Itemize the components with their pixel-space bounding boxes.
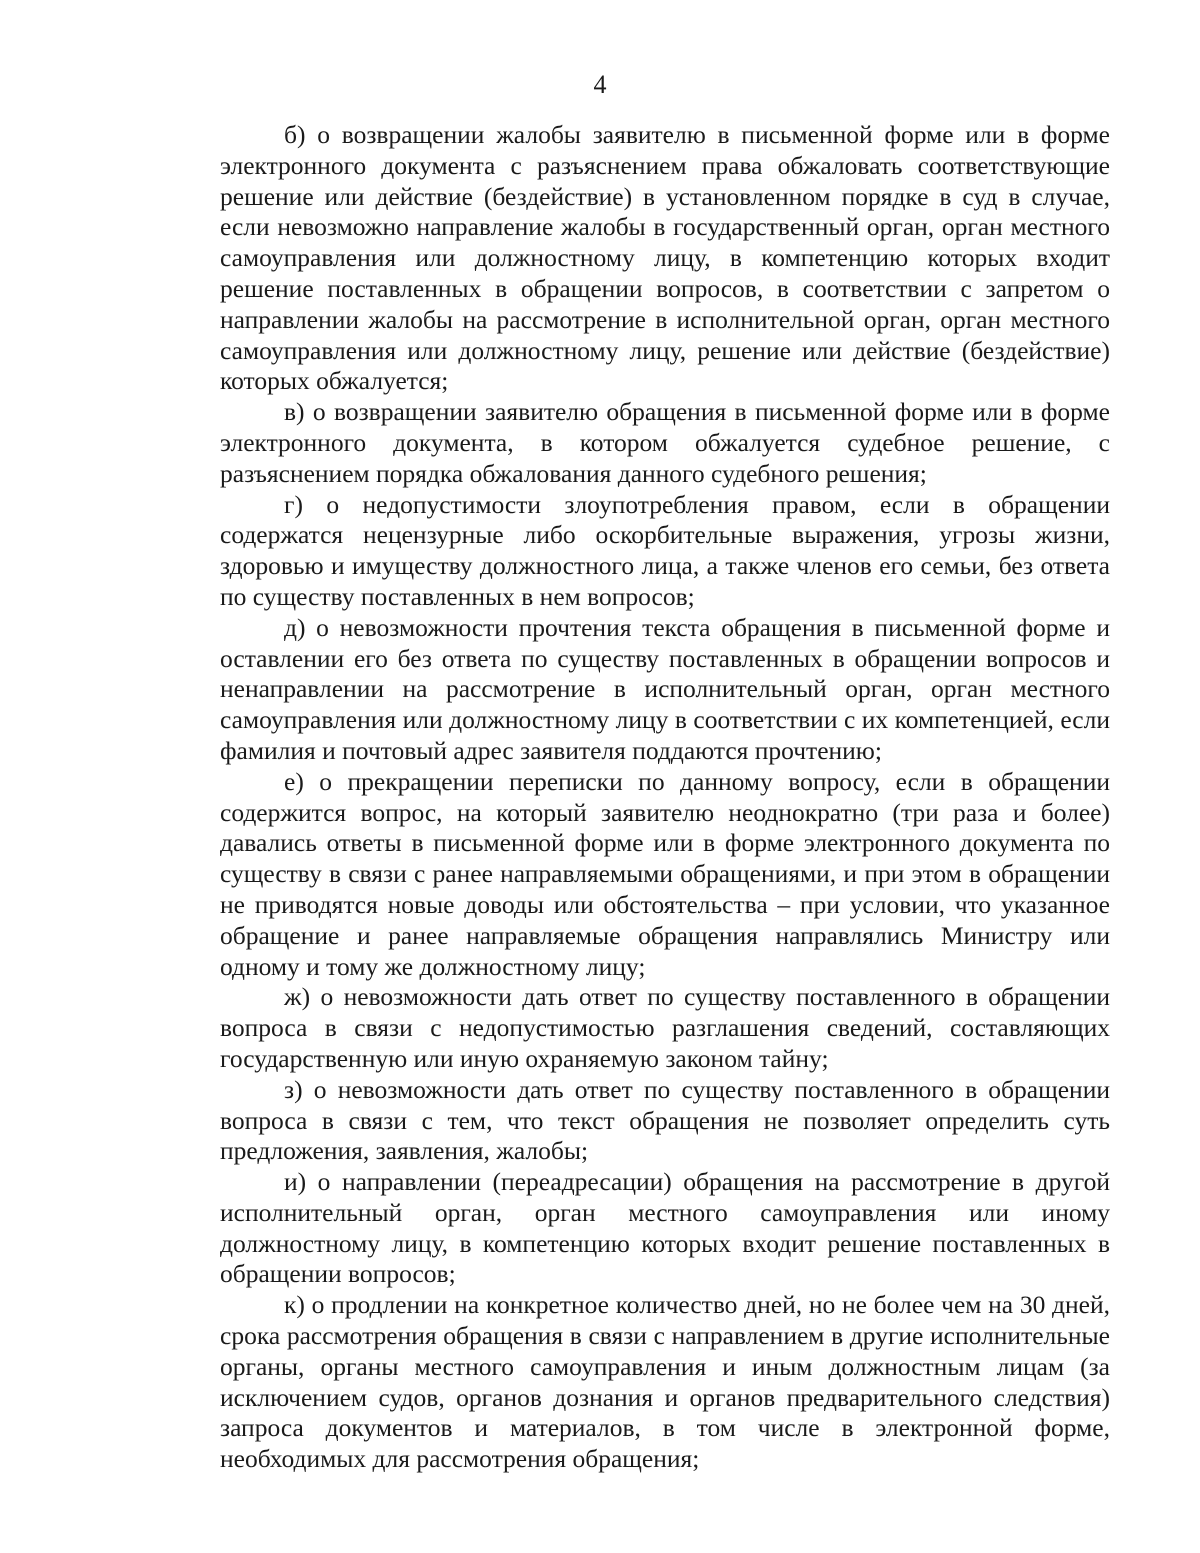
paragraph-k: к) о продлении на конкретное количество дней, но не более чем на 30 дней, срока рассмотрения обращения в связи с направлением в другие исполнительные органы, органы местного самоуправления и иным должностным лицам (за исключением судов, органов дознания и органов предварительного следствия) запроса документов и материалов, в том числе в электронной форме, необходимых для рассмотрения обращения;	[220, 1290, 1110, 1474]
document-body	[220, 120, 1110, 1475]
paragraph-z: з) о невозможности дать ответ по существу поставленного в обращении вопроса в связи с тем, что текст обращения не позволяет определить суть предложения, заявления, жалобы;	[220, 1074, 1110, 1166]
paragraph-i: и) о направлении (переадресации) обращения на рассмотрение в другой исполнительный орган, орган местного самоуправления или иному должностному лицу, в компетенцию которых входит решение поставленных в обращении вопросов;	[220, 1167, 1110, 1289]
page-number: 4	[593, 70, 607, 99]
paragraph-v: в) о возвращении заявителю обращения в письменной форме или в форме электронного документа, в котором обжалуется судебное решение, с разъяснением порядка обжалования данного судебного решения;	[220, 397, 1110, 488]
paragraph-b: б) о возвращении жалобы заявителю в письменной форме или в форме электронного документа с разъяснением права обжаловать соответствующие решение или действие (бездействие) в установленном порядке в суд в случае, если невозможно направление жалобы в государственный орган, орган местного самоуправления или должностному лицу, в компетенцию которых входит решение поставленных в обращении вопросов, в соответствии с запретом о направлении жалобы на рассмотрение в исполнительной орган, орган местного самоуправления или должностному лицу, решение или действие (бездействие) которых обжалуется;	[220, 120, 1110, 396]
paragraph-g: г) о недопустимости злоупотребления правом, если в обращении содержатся нецензурные либо оскорбительные выражения, угрозы жизни, здоровью и имуществу должностного лица, а также членов его семьи, без ответа по существу поставленных в нем вопросов;	[220, 489, 1110, 611]
paragraph-d: д) о невозможности прочтения текста обращения в письменной форме и оставлении его без ответа по существу поставленных в обращении вопросов и ненаправлении на рассмотрение в исполнительный орган, орган местного самоуправления или должностному лицу в соответствии с их компетенцией, если фамилия и почтовый адрес заявителя поддаются прочтению;	[220, 612, 1110, 765]
paragraph-zh: ж) о невозможности дать ответ по существу поставленного в обращении вопроса в связи с недопустимостью разглашения сведений, составляющих государственную или иную охраняемую законом тайну;	[220, 982, 1110, 1073]
paragraph-e: е) о прекращении переписки по данному вопросу, если в обращении содержится вопрос, на который заявителю неоднократно (три раза и более) давались ответы в письменной форме или в форме электронного документа по существу в связи с ранее направляемыми обращениями, и при этом в обращении не приводятся новые доводы или обстоятельства – при условии, что указанное обращение и ранее направляемые обращения направлялись Министру или одному и тому же должностному лицу;	[220, 766, 1110, 981]
